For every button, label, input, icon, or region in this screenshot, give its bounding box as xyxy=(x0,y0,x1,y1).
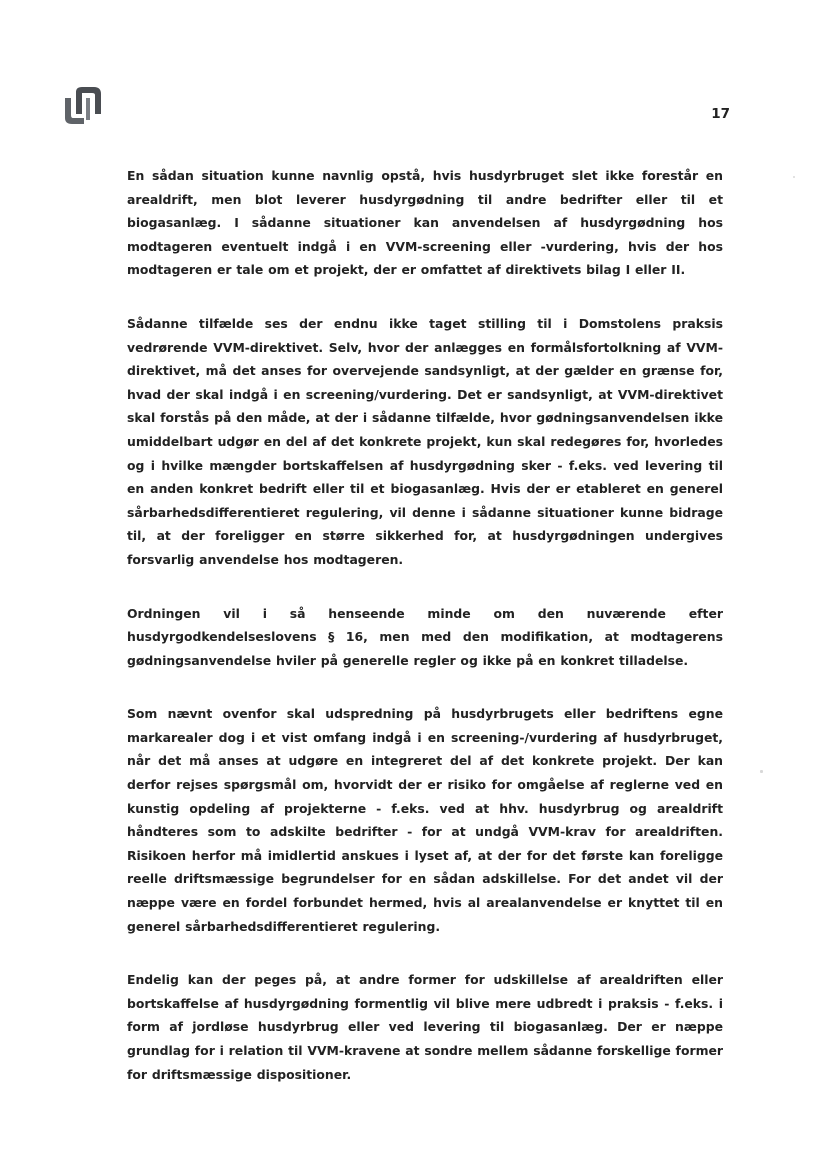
agency-logo-icon xyxy=(62,84,104,126)
paragraph-4: Som nævnt ovenfor skal udspredning på husdyrbrugets eller bedriftens egne markarealer dog i et vist omfang indgå i en screening-/vurdering af husdyrbruget, når det må anses at udgøre en integreret del af det konkrete projekt. Der kan derfor rejses spørgsmål om, hvorvidt der er risiko for omgåelse af reglerne ved en kunstig opdeling af projekterne - f.eks. ved at hhv. husdyrbrug og arealdrift håndteres som to adskilte bedrifter - for at undgå VVM-krav for arealdriften. Risikoen herfor må imidlertid anskues i lyset af, at der for det første kan foreligge reelle driftsmæssige begrundelser for en sådan adskillelse. For det andet vil der næppe være en fordel forbundet hermed, hvis al arealanvendelse er knyttet til en generel sårbarhedsdifferentieret regulering. xyxy=(127,706,723,934)
paragraph-2: Sådanne tilfælde ses der endnu ikke taget stilling til i Domstolens praksis vedrørende VVM-direktivet. Selv, hvor der anlægges en formålsfortolkning af VVM-direktivet, må det anses for overvejende sandsynligt, at der gælder en grænse for, hvad der skal indgå i en screening/vurdering. Det er sandsynligt, at VVM-direktivet skal forstås på den måde, at der i sådanne tilfælde, hvor gødningsanvendelsen ikke umiddelbart udgør en del af det konkrete projekt, kun skal redegøres for, hvorledes og i hvilke mængder bortskaffelsen af husdyrgødning sker - f.eks. ved levering til en anden konkret bedrift eller til et biogasanlæg. Hvis der er etableret en generel sårbarhedsdifferentieret regulering, vil denne i sådanne situationer kunne bidrage til, at der foreligger en større sikkerhed for, at husdyrgødningen undergives forsvarlig anvendelse hos modtageren. xyxy=(127,315,723,567)
scan-speck xyxy=(760,770,763,773)
body-text xyxy=(127,164,723,1116)
paragraph-5: Endelig kan der peges på, at andre former for udskillelse af arealdriften eller bortskaffelse af husdyrgødning formentlig vil blive mere udbredt i praksis - f.eks. i form af jordløse husdyrbrug eller ved levering til biogasanlæg. Der er næppe grundlag for i relation til VVM-kravene at sondre mellem sådanne forskellige former for driftsmæssige dispositioner. xyxy=(127,972,723,1082)
paragraph-3: Ordningen vil i så henseende minde om den nuværende efter husdyrgodkendelseslovens § 16, men med den modifikation, at modtagerens gødningsanvendelse hviler på generelle regler og ikke på en konkret tilladelse. xyxy=(127,605,723,668)
scan-speck xyxy=(793,176,795,178)
paragraph-1: En sådan situation kunne navnlig opstå, hvis husdyrbruget slet ikke forestår en arealdrift, men blot leverer husdyrgødning til andre bedrifter eller til et biogasanlæg. I sådanne situationer kan anvendelsen af husdyrgødning hos modtageren eventuelt indgå i en VVM-screening eller -vurdering, hvis der hos modtageren er tale om et projekt, der er omfattet af direktivets bilag I eller II. xyxy=(127,168,723,278)
page-number: 17 xyxy=(711,106,730,122)
